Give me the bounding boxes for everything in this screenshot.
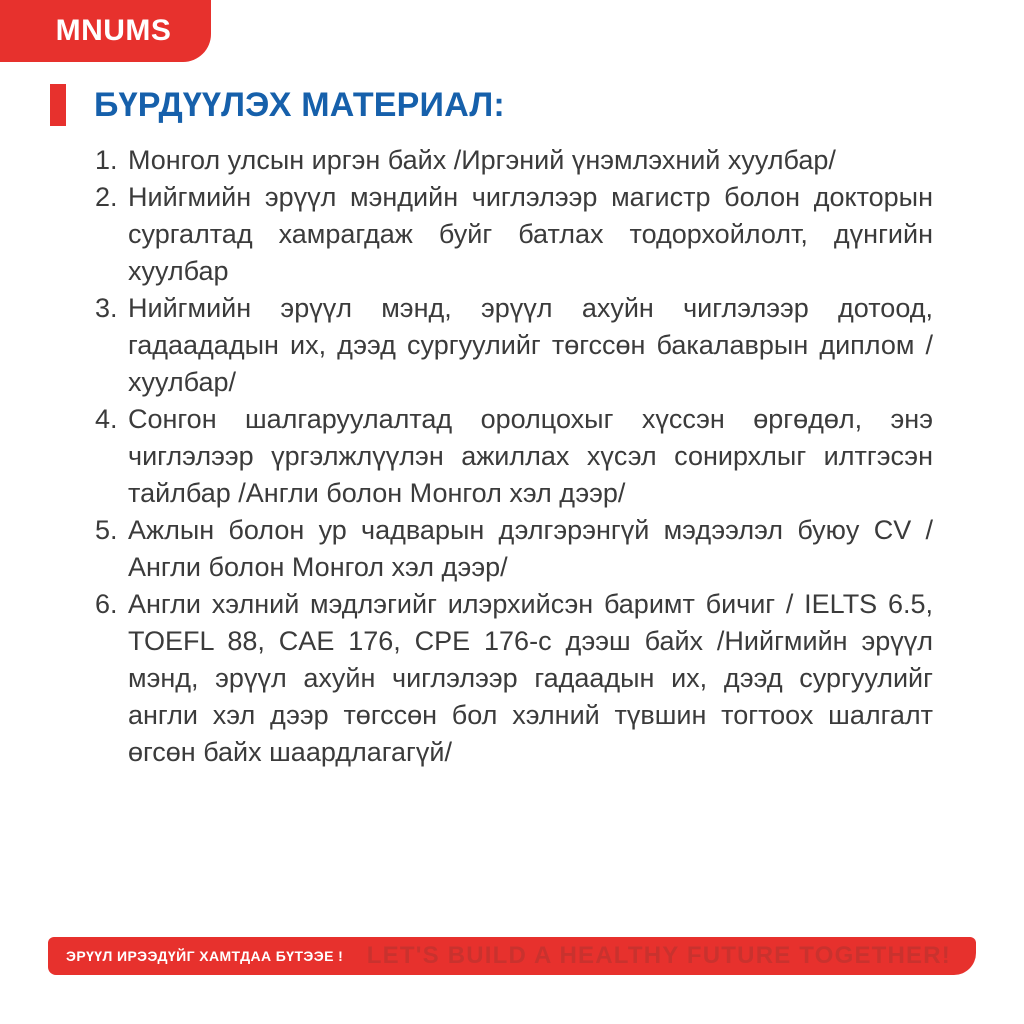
- list-item: [95, 142, 933, 179]
- list-item: [95, 401, 933, 512]
- list-item: [95, 512, 933, 586]
- item-number: 2.: [95, 182, 118, 212]
- item-number: 5.: [95, 515, 118, 545]
- item-number: 3.: [95, 293, 118, 323]
- item-text: Англи хэлний мэдлэгийг илэрхийсэн баримт бичиг / IELTS 6.5, TOEFL 88, CAE 176, CPE 176-с дээш байх /Нийгмийн эрүүл мэнд, эрүүл ахуйн чиглэлээр гадаадын их, дээд сургуулийг англи хэл дээр төгссөн бол хэлний түвшин тогтоох шалгалт өгсөн байх шаардлагагүй/: [128, 589, 933, 767]
- mnums-logo-text: MNUMS: [55, 14, 172, 47]
- item-text: Ажлын болон ур чадварын дэлгэрэнгүй мэдээлэл буюу CV /Англи болон Монгол хэл дээр/: [128, 515, 933, 582]
- footer-banner: [48, 937, 976, 975]
- list-item: [95, 586, 933, 771]
- item-text: Нийгмийн эрүүл мэндийн чиглэлээр магистр болон докторын сургалтад хамрагдаж буйг батлах тодорхойлолт, дүнгийн хуулбар: [128, 182, 933, 286]
- item-number: 6.: [95, 589, 118, 619]
- item-number: 4.: [95, 404, 118, 434]
- list-item: [95, 290, 933, 401]
- heading-accent-bar: [50, 84, 66, 126]
- page-title: БҮРДҮҮЛЭХ МАТЕРИАЛ:: [94, 86, 505, 124]
- item-text: Монгол улсын иргэн байх /Иргэний үнэмлэхний хуулбар/: [128, 145, 836, 175]
- item-number: 1.: [95, 145, 118, 175]
- section-heading: [50, 84, 505, 126]
- footer-slogan-mn: ЭРҮҮЛ ИРЭЭДҮЙГ ХАМТДАА БҮТЭЭЕ !: [66, 948, 344, 964]
- item-text: Сонгон шалгаруулалтад оролцохыг хүссэн өргөдөл, энэ чиглэлээр үргэлжлүүлэн ажиллах хүсэл сонирхлыг илтгэсэн тайлбар /Англи болон Монгол хэл дээр/: [128, 404, 933, 508]
- requirements-list: [95, 142, 933, 771]
- footer-slogan-en: LET'S BUILD A HEALTHY FUTURE TOGETHER!: [366, 942, 951, 969]
- mnums-logo-badge: [0, 0, 211, 62]
- list-item: [95, 179, 933, 290]
- item-text: Нийгмийн эрүүл мэнд, эрүүл ахуйн чиглэлээр дотоод, гадаададын их, дээд сургуулийг төгссөн бакалаврын диплом /хуулбар/: [128, 293, 933, 397]
